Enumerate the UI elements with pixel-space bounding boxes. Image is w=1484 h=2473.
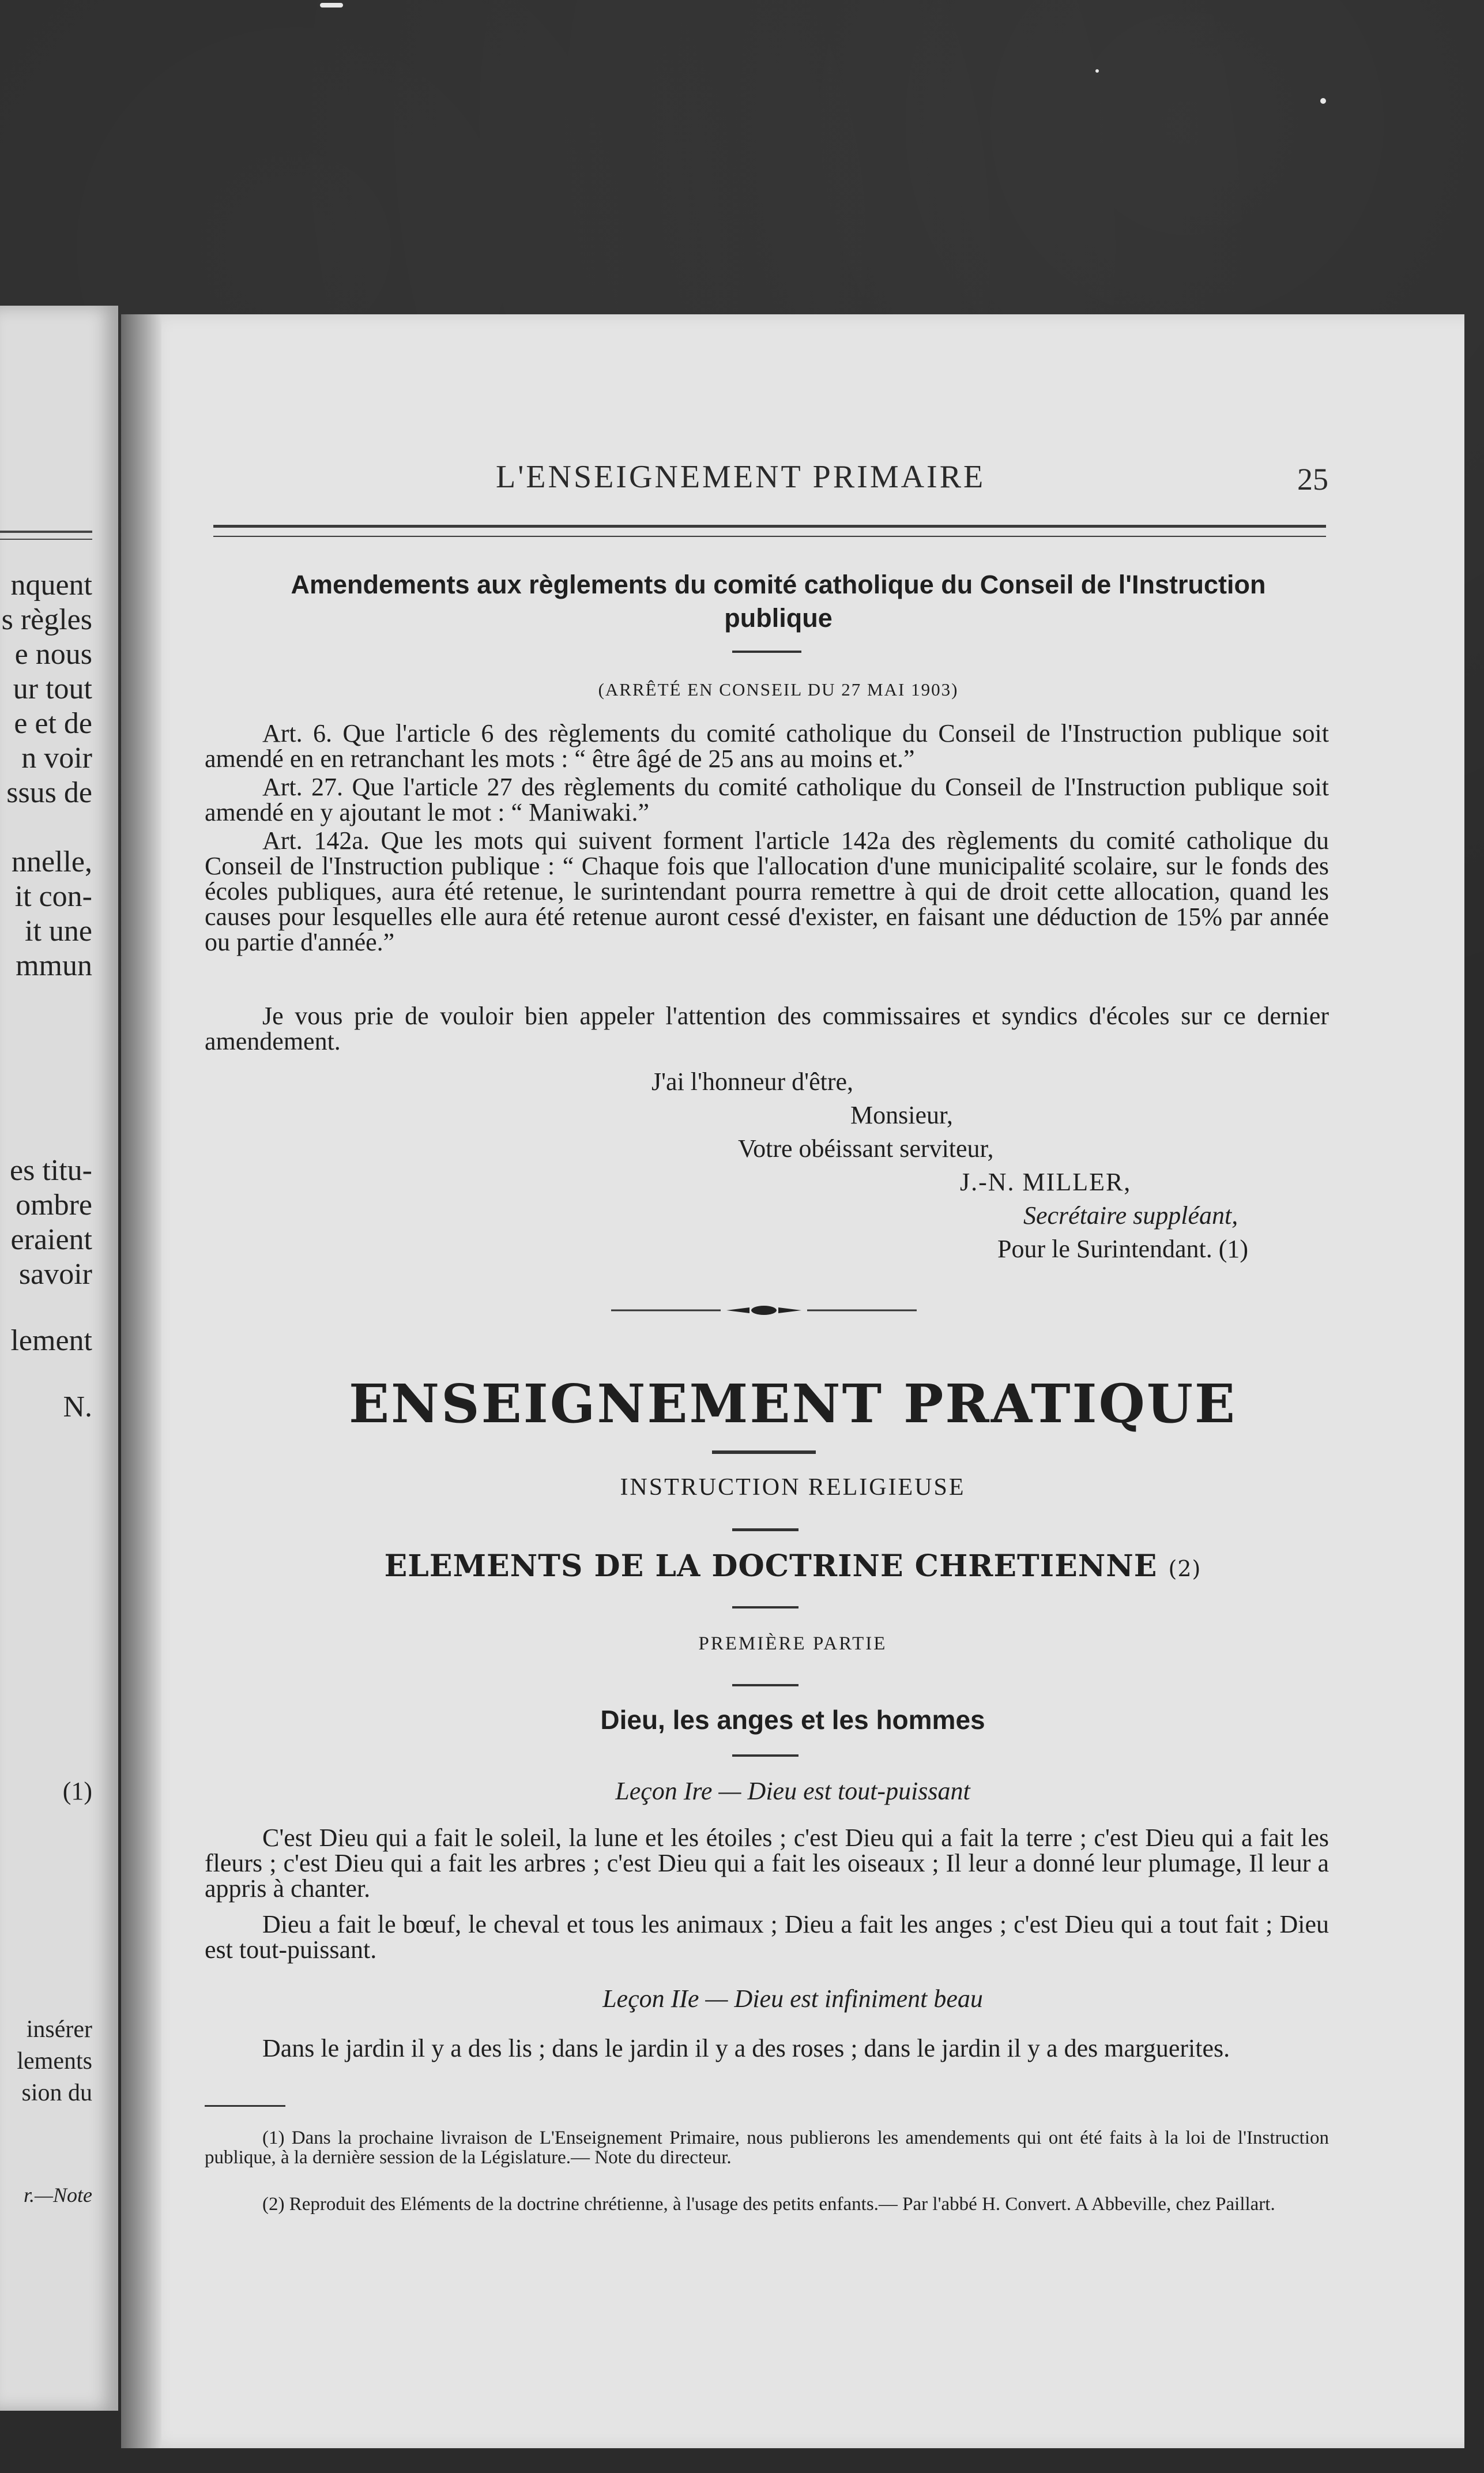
lesson-2-title: Leçon IIe — Dieu est infiniment beau bbox=[602, 1985, 983, 2013]
left-text-line: r.—Note bbox=[23, 2183, 92, 2207]
dust-speck bbox=[1320, 98, 1326, 104]
section-subheading: INSTRUCTION RELIGIEUSE bbox=[620, 1474, 966, 1501]
chapter-rule bbox=[732, 1754, 799, 1757]
doctrine-rule bbox=[732, 1606, 799, 1608]
left-text-line: lements bbox=[17, 2048, 92, 2074]
left-text-line: ssus de bbox=[6, 776, 92, 809]
heading-rule bbox=[712, 1450, 816, 1454]
amendements-title: Amendements aux règlements du comité catholique du Conseil de l'Instruction publique bbox=[291, 570, 1266, 633]
left-header-rule bbox=[0, 531, 92, 540]
closing-paragraph: Je vous prie de vouloir bien appeler l'attention des commissaires et syndics d'écoles sur ce dernier amendement. bbox=[205, 1002, 1329, 1055]
subheading-rule bbox=[732, 1528, 799, 1531]
left-text-line: nnelle, bbox=[11, 845, 92, 878]
left-text-line: nquent bbox=[10, 569, 92, 602]
left-text-line: n voir bbox=[21, 742, 92, 775]
footnote-1: (1) Dans la prochaine livraison de L'Enseignement Primaire, nous publierons les amendements qui ont été faits à la loi de l'Instruction publique, à la dernière session de la Législature.— Note du directeur. bbox=[205, 2128, 1329, 2168]
left-text-line: s règles bbox=[1, 603, 92, 636]
left-text-line: mmun bbox=[16, 949, 92, 982]
left-text-line: (1) bbox=[62, 1777, 92, 1805]
left-text-line: es titu- bbox=[10, 1154, 92, 1187]
footnote-2: (2) Reproduit des Eléments de la doctrine chrétienne, à l'usage des petits enfants.— Par l'abbé H. Convert. A Abbeville, chez Paillart. bbox=[262, 2194, 1275, 2215]
part-label: PREMIÈRE PARTIE bbox=[698, 1633, 887, 1654]
signatory-name: J.-N. MILLER, bbox=[960, 1168, 1132, 1196]
article-142a: Art. 142a. Que les mots qui suivent forment l'article 142a des règlements du comité catholique du Conseil de l'Instruction publique : “ Chaque fois que l'allocation d'une municipalité scolaire, sur le fonds des écoles publiques, aura été retenue, le surintendant pourra remettre à qui de droit cette allocation, quand les causes pour lesquelles elle aura été retenue auront cessé d'exister, en faisant une déduction de 15% par année ou partie d'année.” bbox=[205, 826, 1329, 956]
article-6: Art. 6. Que l'article 6 des règlements du comité catholique du Conseil de l'Instruction publique soit amendé en en retranchant les mots : “ être âgé de 25 ans au moins et.” bbox=[205, 719, 1329, 773]
header-double-rule bbox=[213, 525, 1326, 537]
dust-speck bbox=[320, 3, 343, 7]
page-number: 25 bbox=[1297, 462, 1328, 497]
left-text-line: eraient bbox=[10, 1223, 92, 1256]
dust-speck bbox=[1095, 69, 1099, 73]
chapter-title: Dieu, les anges et les hommes bbox=[600, 1705, 985, 1735]
signature-greeting: J'ai l'honneur d'être, bbox=[651, 1068, 854, 1096]
left-text-line: savoir bbox=[18, 1258, 92, 1291]
signature-salutation: Monsieur, bbox=[850, 1101, 953, 1129]
signatory-for: Pour le Surintendant. (1) bbox=[997, 1235, 1249, 1263]
doctrine-title bbox=[231, 1549, 1355, 1584]
left-text-line: it une bbox=[25, 915, 92, 948]
title-rule bbox=[732, 651, 801, 653]
article-27: Art. 27. Que l'article 27 des règlements du comité catholique du Conseil de l'Instruction publique soit amendé en y ajoutant le mot : “ Maniwaki.” bbox=[205, 773, 1329, 826]
lesson-2-paragraph-1: Dans le jardin il y a des lis ; dans le jardin il y a des roses ; dans le jardin il y a des marguerites. bbox=[262, 2034, 1230, 2062]
signature-closing: Votre obéissant serviteur, bbox=[738, 1134, 994, 1163]
left-text-line: it con- bbox=[14, 880, 92, 913]
left-text-line: lement bbox=[10, 1324, 92, 1357]
ornament-divider bbox=[611, 1305, 917, 1316]
left-text-line: insérer bbox=[26, 2016, 92, 2043]
left-text-line: ur tout bbox=[13, 672, 92, 705]
left-page-fragment bbox=[0, 306, 118, 2411]
part-rule bbox=[732, 1684, 799, 1686]
left-text-line: ombre bbox=[16, 1189, 92, 1222]
left-text-line: sion du bbox=[21, 2080, 92, 2106]
doctrine-title-text: ELEMENTS DE LA DOCTRINE CHRETIENNE bbox=[384, 1549, 1158, 1584]
left-text-line: e nous bbox=[14, 638, 92, 671]
left-text-line: e et de bbox=[14, 707, 92, 740]
page-gutter-shadow bbox=[121, 314, 161, 2448]
lesson-1-paragraph-2: Dieu a fait le bœuf, le cheval et tous les animaux ; Dieu a fait les anges ; c'est Dieu qui a tout fait ; Dieu est tout-puissant. bbox=[205, 1910, 1329, 1964]
doctrine-footnote-ref: (2) bbox=[1168, 1556, 1201, 1581]
arrete-date: (ARRÊTÉ EN CONSEIL DU 27 MAI 1903) bbox=[598, 679, 959, 700]
lesson-1-title: Leçon Ire — Dieu est tout-puissant bbox=[615, 1777, 970, 1805]
lesson-1-paragraph-1: C'est Dieu qui a fait le soleil, la lune et les étoiles ; c'est Dieu qui a fait la terre ; c'est Dieu qui a fait les fleurs ; c'est Dieu qui a fait les arbres ; c'est Dieu qui a fait les oiseaux ; Il leur a donné leur plumage, Il leur a appris à chanter. bbox=[205, 1824, 1329, 1903]
left-text-line: N. bbox=[63, 1390, 92, 1423]
footnote-rule bbox=[205, 2105, 285, 2107]
section-heading: ENSEIGNEMENT PRATIQUE bbox=[348, 1373, 1237, 1435]
running-header-title: L'ENSEIGNEMENT PRIMAIRE bbox=[496, 459, 986, 495]
signatory-role: Secrétaire suppléant, bbox=[1023, 1201, 1238, 1230]
